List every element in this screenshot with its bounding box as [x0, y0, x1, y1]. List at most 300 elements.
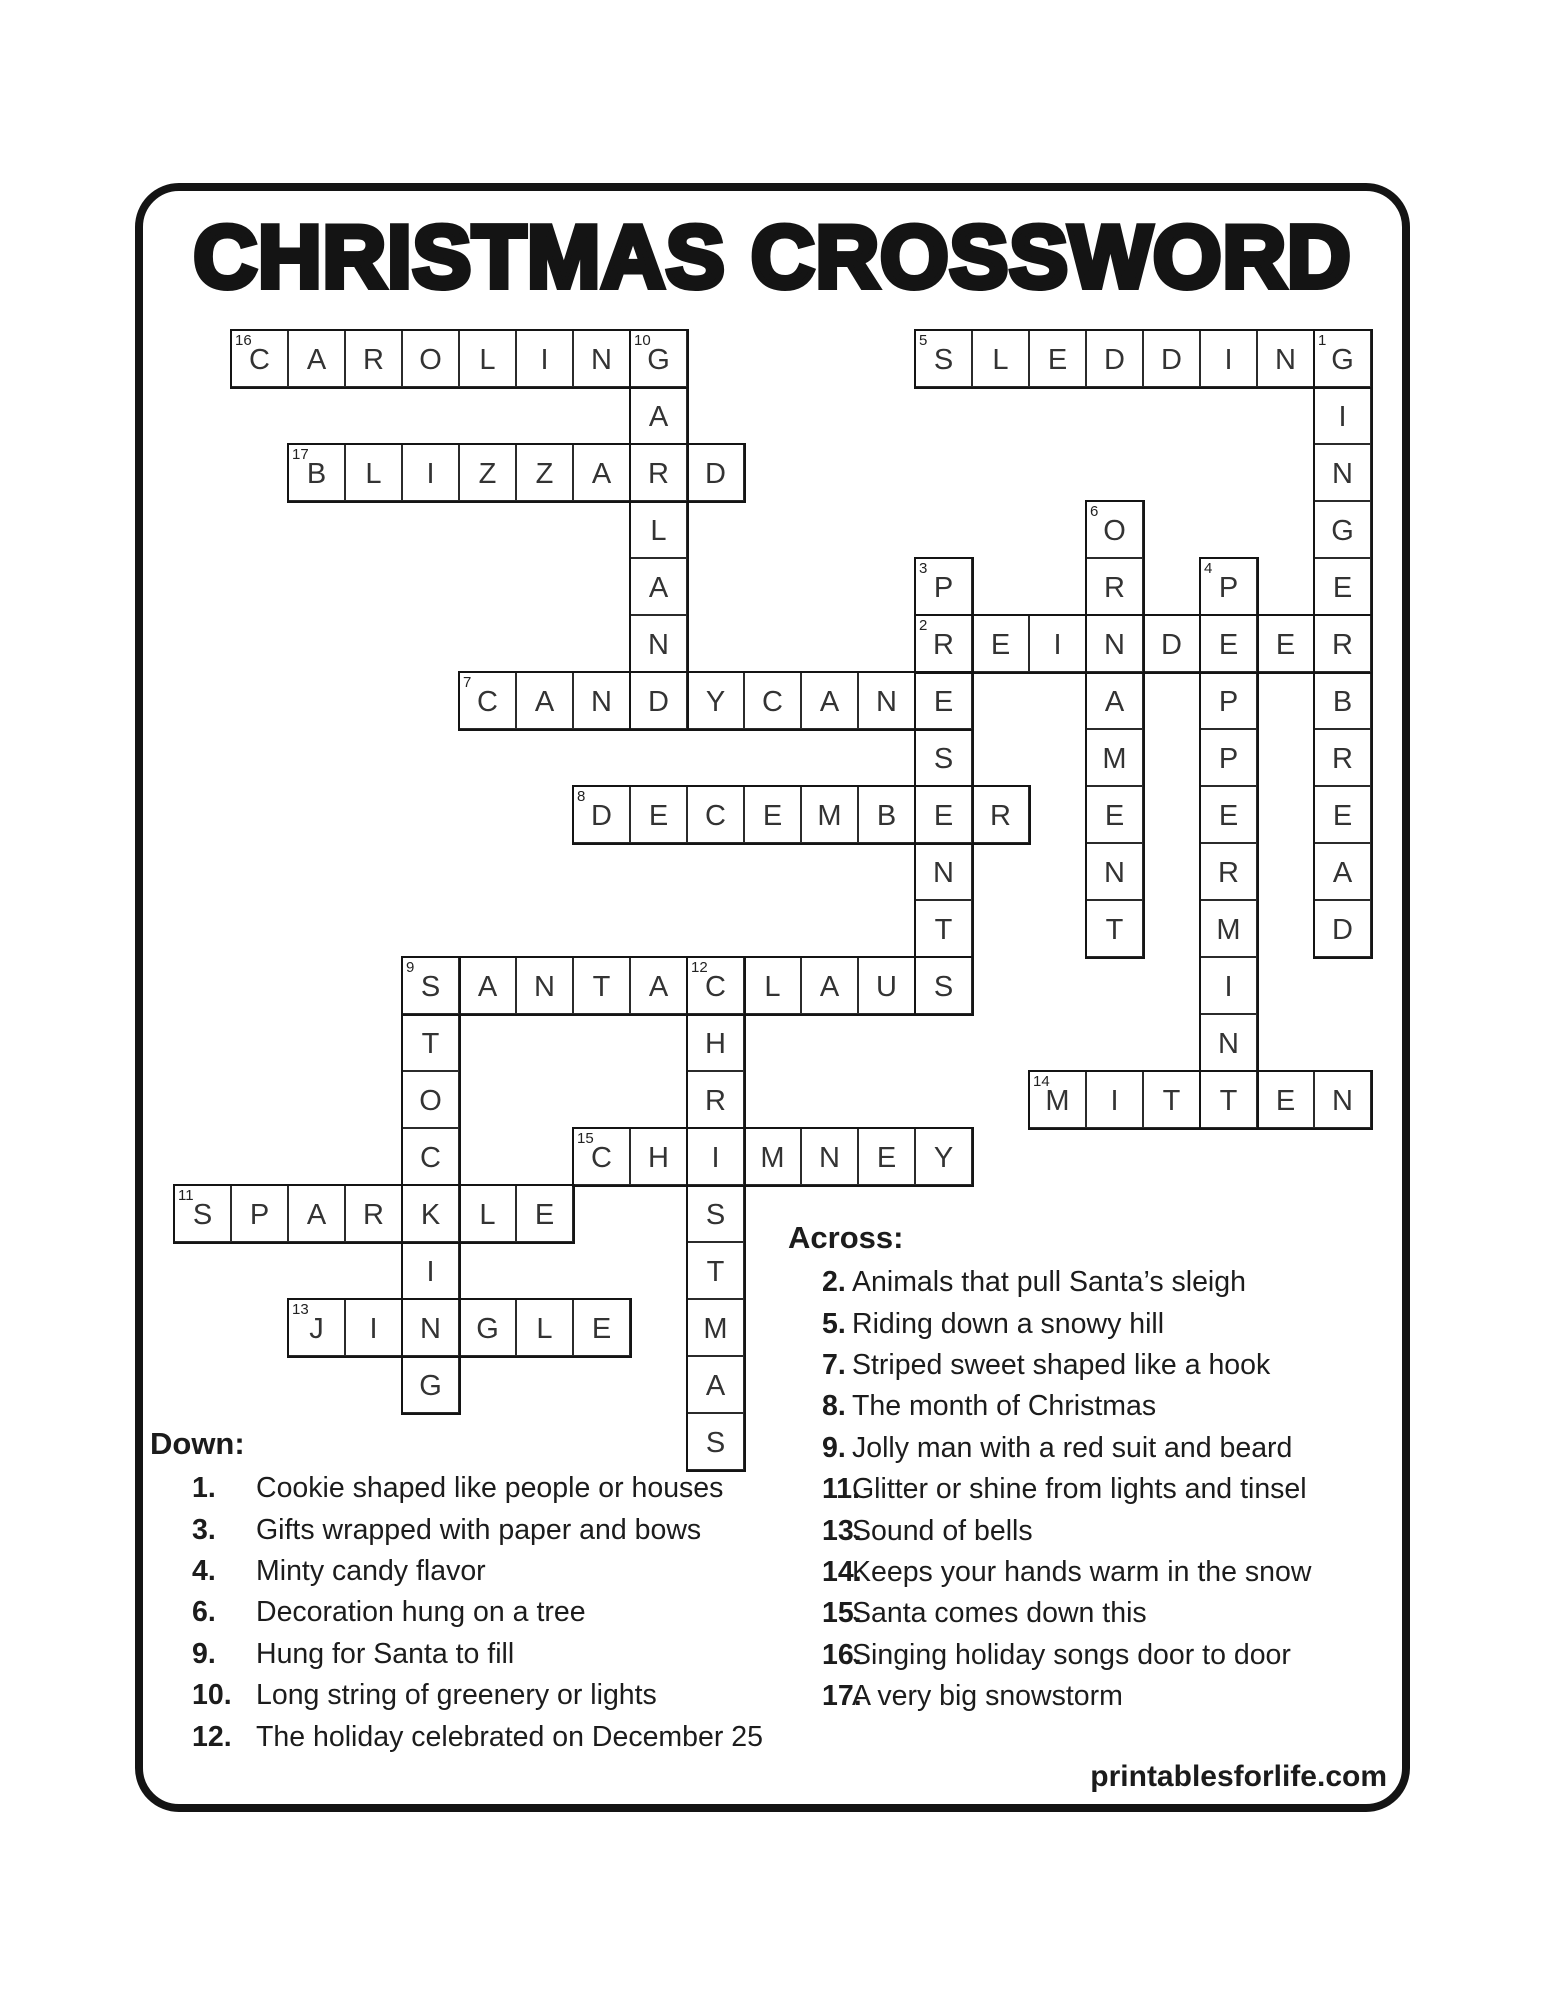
cell-letter: D — [591, 800, 612, 832]
cell-number: 10 — [634, 332, 651, 349]
grid-cell[interactable] — [801, 957, 858, 1014]
cell-number: 4 — [1204, 560, 1213, 577]
grid-cell[interactable] — [972, 615, 1029, 672]
clue-text: Sound of bells — [852, 1514, 1033, 1547]
cell-letter: R — [363, 344, 384, 376]
cell-number: 15 — [577, 1130, 594, 1147]
cell-letter: Y — [933, 1142, 954, 1174]
grid-cell[interactable] — [915, 672, 972, 729]
grid-cell[interactable] — [858, 786, 915, 843]
cell-number: 13 — [292, 1301, 309, 1318]
grid-cell[interactable] — [1200, 729, 1257, 786]
grid-cell[interactable] — [1143, 1071, 1200, 1128]
cell-letter: D — [705, 458, 726, 490]
grid-cell[interactable] — [744, 786, 801, 843]
cell-letter: O — [419, 344, 442, 376]
grid-cell[interactable] — [744, 1128, 801, 1185]
cell-letter: C — [477, 686, 498, 718]
cell-number: 9 — [406, 959, 415, 976]
cell-letter: N — [1104, 629, 1125, 661]
cell-letter: E — [534, 1199, 555, 1231]
grid-cell[interactable] — [687, 1071, 744, 1128]
grid-cell[interactable] — [1029, 330, 1086, 387]
cell-letter: E — [1047, 344, 1068, 376]
cell-letter: T — [1105, 914, 1124, 946]
cell-letter: E — [648, 800, 669, 832]
clue-item — [150, 1468, 790, 1509]
grid-cell[interactable] — [1086, 786, 1143, 843]
cell-letter: A — [591, 458, 612, 490]
cell-letter: I — [1224, 344, 1233, 376]
cell-letter: G — [476, 1313, 499, 1345]
cell-letter: M — [1216, 914, 1241, 946]
cell-letter: E — [1275, 1085, 1296, 1117]
grid-cell[interactable] — [1200, 1071, 1257, 1128]
cell-letter: M — [1045, 1085, 1070, 1117]
grid-cell[interactable] — [1086, 330, 1143, 387]
cell-letter: A — [819, 971, 840, 1003]
clue-text: Keeps your hands warm in the snow — [852, 1555, 1312, 1588]
clue-number: 7. — [822, 1348, 846, 1381]
grid-cell[interactable] — [231, 1185, 288, 1242]
cell-letter: N — [876, 686, 897, 718]
down-heading: Down: — [150, 1426, 245, 1461]
cell-letter: E — [933, 686, 954, 718]
grid-cell[interactable] — [402, 1185, 459, 1242]
clue-item — [788, 1635, 1406, 1676]
cell-letter: I — [1053, 629, 1062, 661]
grid-cell[interactable] — [402, 1128, 459, 1185]
cell-number: 11 — [178, 1187, 194, 1204]
clue-text: Striped sweet shaped like a hook — [852, 1348, 1271, 1381]
grid-cell[interactable] — [630, 615, 687, 672]
grid-cell[interactable] — [1257, 1071, 1314, 1128]
grid-cell[interactable] — [459, 330, 516, 387]
cell-letter: E — [876, 1142, 897, 1174]
cell-letter: N — [1332, 458, 1353, 490]
across-clue-list — [788, 1262, 1406, 1717]
cell-letter: L — [764, 971, 781, 1003]
grid-cell[interactable] — [1086, 843, 1143, 900]
cell-letter: H — [705, 1028, 726, 1060]
cell-letter: A — [534, 686, 555, 718]
cell-number: 16 — [235, 332, 252, 349]
cell-letter: G — [647, 344, 670, 376]
cell-letter: N — [420, 1313, 441, 1345]
grid-cell[interactable] — [915, 558, 972, 615]
cell-letter: E — [1332, 572, 1353, 604]
grid-cell[interactable] — [459, 672, 516, 729]
cell-letter: L — [992, 344, 1009, 376]
grid-cell[interactable] — [345, 1185, 402, 1242]
grid-cell[interactable] — [1200, 330, 1257, 387]
grid-cell[interactable] — [687, 1014, 744, 1071]
cell-letter: A — [306, 344, 327, 376]
clue-number: 3. — [192, 1513, 216, 1546]
clue-number: 8. — [822, 1390, 846, 1423]
grid-cell[interactable] — [516, 672, 573, 729]
cell-letter: C — [705, 800, 726, 832]
grid-cell[interactable] — [345, 444, 402, 501]
cell-letter: R — [363, 1199, 384, 1231]
grid-cell[interactable] — [402, 1014, 459, 1071]
clue-item — [150, 1592, 790, 1633]
grid-cell[interactable] — [573, 444, 630, 501]
grid-cell[interactable] — [402, 330, 459, 387]
cell-letter: P — [1218, 686, 1239, 718]
cell-letter: E — [1332, 800, 1353, 832]
clue-number: 15. — [822, 1597, 862, 1630]
grid-cell[interactable] — [1200, 672, 1257, 729]
grid-cell[interactable] — [1314, 501, 1371, 558]
cell-letter: P — [1218, 572, 1239, 604]
grid-cell[interactable] — [1143, 615, 1200, 672]
clue-text: Gifts wrapped with paper and bows — [256, 1513, 702, 1546]
cell-number: 14 — [1033, 1073, 1050, 1090]
grid-cell[interactable] — [345, 330, 402, 387]
grid-cell[interactable] — [630, 501, 687, 558]
grid-cell[interactable] — [630, 672, 687, 729]
cell-letter: A — [1104, 686, 1125, 718]
grid-cell[interactable] — [630, 387, 687, 444]
clue-number: 6. — [192, 1596, 216, 1629]
cell-letter: C — [705, 971, 726, 1003]
cell-letter: M — [817, 800, 842, 832]
clue-item — [150, 1551, 790, 1592]
grid-cell[interactable] — [801, 1128, 858, 1185]
cell-letter: E — [1104, 800, 1125, 832]
cell-letter: K — [420, 1199, 441, 1231]
cell-letter: L — [365, 458, 382, 490]
grid-cell[interactable] — [573, 957, 630, 1014]
grid-cell[interactable] — [1086, 672, 1143, 729]
clue-text: Singing holiday songs door to door — [852, 1638, 1291, 1671]
grid-cell[interactable] — [573, 786, 630, 843]
grid-cell[interactable] — [630, 786, 687, 843]
cell-letter: D — [1104, 344, 1125, 376]
grid-cell[interactable] — [801, 786, 858, 843]
grid-cell[interactable] — [1314, 387, 1371, 444]
cell-letter: G — [1331, 344, 1354, 376]
cell-letter: E — [990, 629, 1011, 661]
cell-letter: I — [1110, 1085, 1119, 1117]
grid-cell[interactable] — [459, 1185, 516, 1242]
cell-letter: N — [1218, 1028, 1239, 1060]
grid-cell[interactable] — [915, 330, 972, 387]
grid-cell[interactable] — [1314, 672, 1371, 729]
clue-item — [788, 1469, 1406, 1510]
cell-letter: Y — [705, 686, 726, 718]
cell-letter: M — [1102, 743, 1127, 775]
grid-cell[interactable] — [1086, 501, 1143, 558]
grid-cell[interactable] — [1200, 786, 1257, 843]
grid-cell[interactable] — [1086, 558, 1143, 615]
grid-cell[interactable] — [573, 672, 630, 729]
grid-cell[interactable] — [516, 444, 573, 501]
cell-letter: Z — [478, 458, 497, 490]
grid-cell[interactable] — [687, 1299, 744, 1356]
down-clues-section — [150, 1426, 790, 1758]
grid-cell[interactable] — [915, 786, 972, 843]
grid-cell[interactable] — [1200, 843, 1257, 900]
cell-letter: P — [933, 572, 954, 604]
grid-cell[interactable] — [801, 672, 858, 729]
cell-letter: I — [540, 344, 549, 376]
cell-letter: S — [420, 971, 441, 1003]
clue-item — [150, 1675, 790, 1716]
cell-letter: D — [1332, 914, 1353, 946]
grid-cell[interactable] — [1314, 1071, 1371, 1128]
cell-letter: R — [1104, 572, 1125, 604]
grid-cell[interactable] — [288, 330, 345, 387]
clue-text: A very big snowstorm — [852, 1680, 1123, 1713]
grid-cell[interactable] — [915, 1128, 972, 1185]
clue-number: 14. — [822, 1555, 862, 1588]
cell-letter: H — [648, 1142, 669, 1174]
clue-number: 2. — [822, 1266, 846, 1299]
grid-cell[interactable] — [1029, 615, 1086, 672]
cell-number: 2 — [919, 617, 928, 634]
grid-cell[interactable] — [915, 729, 972, 786]
clue-text: Cookie shaped like people or houses — [256, 1472, 724, 1505]
cell-letter: T — [421, 1028, 440, 1060]
clue-text: Jolly man with a red suit and beard — [852, 1431, 1293, 1464]
cell-letter: T — [1219, 1085, 1238, 1117]
grid-cell[interactable] — [459, 1299, 516, 1356]
grid-cell[interactable] — [687, 672, 744, 729]
grid-cell[interactable] — [516, 957, 573, 1014]
grid-cell[interactable] — [402, 1356, 459, 1413]
cell-letter: D — [648, 686, 669, 718]
grid-cell[interactable] — [1086, 900, 1143, 957]
cell-letter: C — [762, 686, 783, 718]
website-footer: printablesforlife.com — [1090, 1760, 1387, 1793]
grid-cell[interactable] — [687, 786, 744, 843]
cell-letter: E — [1275, 629, 1296, 661]
cell-letter: D — [1161, 344, 1182, 376]
cell-letter: P — [249, 1199, 270, 1231]
grid-cell[interactable] — [1143, 330, 1200, 387]
grid-cell[interactable] — [1314, 843, 1371, 900]
cell-letter: S — [933, 971, 954, 1003]
down-clue-list — [150, 1468, 790, 1758]
cell-letter: C — [420, 1142, 441, 1174]
cell-letter: R — [705, 1085, 726, 1117]
grid-cell[interactable] — [915, 957, 972, 1014]
cell-letter: B — [1332, 686, 1353, 718]
cell-letter: E — [591, 1313, 612, 1345]
grid-cell[interactable] — [1200, 1014, 1257, 1071]
grid-cell[interactable] — [687, 1242, 744, 1299]
cell-letter: E — [762, 800, 783, 832]
clue-text: Glitter or shine from lights and tinsel — [852, 1473, 1307, 1506]
cell-letter: M — [760, 1142, 785, 1174]
grid-cell[interactable] — [1314, 615, 1371, 672]
grid-cell[interactable] — [744, 672, 801, 729]
cell-letter: I — [1338, 401, 1347, 433]
grid-cell[interactable] — [174, 1185, 231, 1242]
grid-cell[interactable] — [1314, 558, 1371, 615]
cell-letter: L — [479, 1199, 496, 1231]
grid-cell[interactable] — [516, 330, 573, 387]
clue-item — [788, 1428, 1406, 1469]
grid-cell[interactable] — [1257, 615, 1314, 672]
clue-number: 9. — [822, 1431, 846, 1464]
cell-letter: E — [1218, 629, 1239, 661]
grid-cell[interactable] — [915, 900, 972, 957]
cell-letter: G — [1331, 515, 1354, 547]
cell-letter: T — [706, 1256, 725, 1288]
grid-cell[interactable] — [402, 1071, 459, 1128]
cell-letter: S — [705, 1199, 726, 1231]
clue-number: 1. — [192, 1472, 216, 1505]
cell-letter: N — [1332, 1085, 1353, 1117]
cell-letter: B — [876, 800, 897, 832]
cell-letter: R — [1332, 743, 1353, 775]
grid-cell[interactable] — [630, 558, 687, 615]
grid-cell[interactable] — [1200, 957, 1257, 1014]
grid-cell[interactable] — [744, 957, 801, 1014]
grid-cell[interactable] — [402, 1299, 459, 1356]
cell-letter: N — [591, 344, 612, 376]
grid-cell[interactable] — [402, 444, 459, 501]
grid-cell[interactable] — [687, 1128, 744, 1185]
grid-cell[interactable] — [687, 1356, 744, 1413]
grid-cell[interactable] — [516, 1299, 573, 1356]
clue-text: Hung for Santa to fill — [256, 1637, 515, 1670]
cell-letter: R — [1332, 629, 1353, 661]
cell-letter: A — [648, 971, 669, 1003]
clue-item — [150, 1509, 790, 1550]
grid-cell[interactable] — [630, 330, 687, 387]
grid-cell[interactable] — [1086, 615, 1143, 672]
cell-letter: E — [1218, 800, 1239, 832]
clue-text: Decoration hung on a tree — [256, 1596, 586, 1629]
clue-number: 5. — [822, 1307, 846, 1340]
grid-cell[interactable] — [858, 957, 915, 1014]
grid-cell[interactable] — [915, 843, 972, 900]
clue-item — [150, 1634, 790, 1675]
grid-cell[interactable] — [231, 330, 288, 387]
cell-letter: A — [306, 1199, 327, 1231]
grid-cell[interactable] — [1314, 786, 1371, 843]
cell-letter: S — [192, 1199, 213, 1231]
grid-cell[interactable] — [345, 1299, 402, 1356]
cell-number: 3 — [919, 560, 928, 577]
grid-cell[interactable] — [573, 330, 630, 387]
cell-letter: T — [592, 971, 611, 1003]
grid-cell[interactable] — [288, 1185, 345, 1242]
grid-cell[interactable] — [858, 1128, 915, 1185]
clue-item — [788, 1676, 1406, 1717]
grid-cell[interactable] — [1086, 1071, 1143, 1128]
grid-cell[interactable] — [459, 444, 516, 501]
clue-item — [788, 1593, 1406, 1634]
grid-cell[interactable] — [972, 330, 1029, 387]
grid-cell[interactable] — [288, 444, 345, 501]
grid-cell[interactable] — [288, 1299, 345, 1356]
cell-letter: L — [479, 344, 496, 376]
grid-cell[interactable] — [573, 1299, 630, 1356]
cell-letter: A — [648, 401, 669, 433]
cell-letter: A — [1332, 857, 1353, 889]
cell-letter: A — [705, 1370, 726, 1402]
clue-number: 9. — [192, 1637, 216, 1670]
grid-cell[interactable] — [630, 444, 687, 501]
grid-cell[interactable] — [1200, 558, 1257, 615]
clue-text: The holiday celebrated on December 25 — [256, 1720, 763, 1753]
grid-cell[interactable] — [1200, 900, 1257, 957]
clue-item — [150, 1716, 790, 1757]
grid-cell[interactable] — [1200, 615, 1257, 672]
cell-letter: U — [876, 971, 897, 1003]
cell-number: 7 — [463, 674, 472, 691]
grid-cell[interactable] — [1029, 1071, 1086, 1128]
grid-cell[interactable] — [1314, 900, 1371, 957]
grid-cell[interactable] — [1257, 330, 1314, 387]
grid-cell[interactable] — [687, 1185, 744, 1242]
grid-cell[interactable] — [630, 957, 687, 1014]
clue-number: 12. — [192, 1720, 232, 1753]
cell-letter: N — [1104, 857, 1125, 889]
grid-cell[interactable] — [1314, 729, 1371, 786]
cell-letter: G — [419, 1370, 442, 1402]
grid-cell[interactable] — [858, 672, 915, 729]
cell-letter: I — [1224, 971, 1233, 1003]
grid-cell[interactable] — [630, 1128, 687, 1185]
cell-letter: I — [426, 458, 435, 490]
cell-letter: D — [1161, 629, 1182, 661]
clue-item — [788, 1303, 1406, 1344]
clue-number: 10. — [192, 1679, 232, 1712]
cell-letter: T — [1162, 1085, 1181, 1117]
across-heading: Across: — [788, 1220, 904, 1255]
cell-letter: P — [1218, 743, 1239, 775]
cell-letter: M — [703, 1313, 728, 1345]
cell-number: 6 — [1090, 503, 1099, 520]
grid-cell[interactable] — [516, 1185, 573, 1242]
grid-cell[interactable] — [1314, 330, 1371, 387]
cell-letter: C — [591, 1142, 612, 1174]
cell-letter: B — [306, 458, 327, 490]
cell-letter: O — [1103, 515, 1126, 547]
cell-letter: R — [1218, 857, 1239, 889]
cell-letter: S — [933, 344, 954, 376]
cell-letter: A — [819, 686, 840, 718]
grid-cell[interactable] — [459, 957, 516, 1014]
cell-letter: S — [933, 743, 954, 775]
cell-number: 12 — [691, 959, 708, 976]
cell-number: 1 — [1318, 332, 1327, 349]
cell-letter: S — [705, 1427, 726, 1459]
grid-cell[interactable] — [687, 957, 744, 1014]
grid-cell[interactable] — [573, 1128, 630, 1185]
clue-number: 11. — [822, 1473, 861, 1506]
cell-letter: N — [819, 1142, 840, 1174]
cell-number: 17 — [292, 446, 309, 463]
grid-cell[interactable] — [1314, 444, 1371, 501]
grid-cell[interactable] — [972, 786, 1029, 843]
grid-cell[interactable] — [402, 957, 459, 1014]
grid-cell[interactable] — [687, 444, 744, 501]
cell-letter: N — [1275, 344, 1296, 376]
cell-letter: L — [536, 1313, 553, 1345]
across-clues-section — [788, 1220, 1406, 1717]
cell-letter: O — [419, 1085, 442, 1117]
grid-cell[interactable] — [1086, 729, 1143, 786]
grid-cell[interactable] — [402, 1242, 459, 1299]
grid-cell[interactable] — [915, 615, 972, 672]
